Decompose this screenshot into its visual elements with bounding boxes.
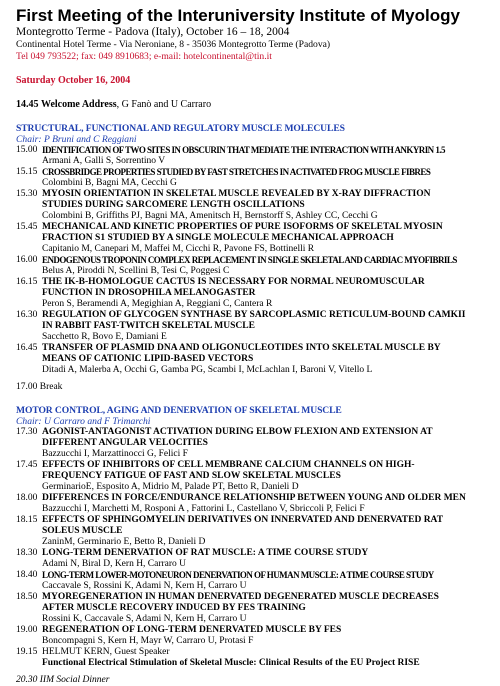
talk-entry	[16, 255, 496, 277]
talk-time: 18.50	[16, 592, 38, 602]
talk-entry	[16, 145, 496, 167]
session-chair: Chair: P Bruni and C Reggiani	[16, 134, 137, 145]
talk-time: 15.00	[16, 145, 38, 155]
talk-entry	[16, 515, 496, 548]
talk-entry	[16, 460, 496, 493]
talk-authors: Bazzucchi I, Marchetti M, Rosponi A , Fattorini L, Castellano V, Sbriccoli P, Felici F	[42, 504, 365, 514]
talk-entry	[16, 343, 496, 376]
talk-authors: Bazzucchi I, Marzattinocci G, Felici F	[42, 449, 188, 459]
contact-line: Tel 049 793522; fax: 049 8910683; e-mail: hotelcontinental@tin.it	[16, 51, 272, 62]
talk-title: CROSSBRIDGE PROPERTIES STUDIED BY FAST STRETCHES IN ACTIVATED FROG MUSCLE FIBRES	[42, 167, 431, 177]
welcome-label: Welcome Address	[41, 99, 117, 110]
talk-authors: Peron S, Beramendi A, Megighian A, Reggiani C, Cantera R	[42, 299, 273, 309]
talk-authors: Rossini K, Caccavale S, Adami N, Kern H, Carraro U	[42, 614, 247, 624]
talk-time: 19.00	[16, 625, 38, 635]
talk-authors: Armani A, Galli S, Sorrentino V	[42, 156, 166, 166]
day-heading: Saturday October 16, 2004	[16, 75, 131, 86]
talk-entry	[16, 167, 496, 189]
talk-title: AGONIST-ANTAGONIST ACTIVATION DURING ELBOW FLEXION AND EXTENSION AT DIFFERENT ANGULAR VELOCITIES	[42, 427, 433, 448]
welcome-entry	[16, 99, 496, 111]
sessions-container	[16, 123, 496, 686]
talk-authors: Colombini B, Griffiths PJ, Bagni MA, Amenitsch H, Bernstorff S, Ashley CC, Cecchi G	[42, 211, 378, 221]
talk-title: LONG-TERM LOWER-MOTONEURON DENERVATION OF HUMAN MUSCLE: A TIME COURSE STUDY	[42, 570, 434, 580]
talk-time: 15.30	[16, 189, 38, 199]
talk-title: MYOREGENERATION IN HUMAN DENERVATED DEGENERATED MUSCLE DECREASES AFTER MUSCLE RECOVERY INDUCED BY FES TRAINING	[42, 592, 439, 613]
talk-time: 18.40	[16, 570, 38, 580]
welcome-speakers: , G Fanò and U Carraro	[116, 99, 212, 110]
talk-title: MECHANICAL AND KINETIC PROPERTIES OF PURE ISOFORMS OF SKELETAL MYOSIN FRACTION S1 STUDIED BY A SINGLE MOLECULE MECHANICAL APPROACH	[42, 222, 443, 243]
talk-entry	[16, 427, 496, 460]
session-title: STRUCTURAL, FUNCTIONAL AND REGULATORY MUSCLE MOLECULES	[16, 123, 345, 134]
talk-title: DIFFERENCES IN FORCE/ENDURANCE RELATIONSHIP BETWEEN YOUNG AND OLDER MEN	[42, 493, 466, 503]
session-title: MOTOR CONTROL, AGING AND DENERVATION OF SKELETAL MUSCLE	[16, 405, 342, 416]
talk-authors: HELMUT KERN, Guest Speaker	[42, 647, 170, 657]
talk-title: REGULATION OF GLYCOGEN SYNTHASE BY SARCOPLASMIC RETICULUM-BOUND CAMKII IN RABBIT FAST-TWITCH SKELETAL MUSCLE	[42, 310, 466, 331]
talk-authors: Colombini B, Bagni MA, Cecchi G	[42, 178, 177, 188]
talk-title: TRANSFER OF PLASMID DNA AND OLIGONUCLEOTIDES INTO SKELETAL MUSCLE BY MEANS OF CATIONIC LIPID-BASED VECTORS	[42, 343, 441, 364]
venue-line: Montegrotto Terme - Padova (Italy), October 16 – 18, 2004	[16, 26, 290, 38]
talk-time: 15.45	[16, 222, 38, 232]
talk-title: REGENERATION OF LONG-TERM DENERVATED MUSCLE BY FES	[42, 625, 342, 635]
talk-authors: Ditadi A, Malerba A, Occhi G, Gamba PG, Scambi I, McLachlan I, Baroni V, Vitello L	[42, 365, 373, 375]
talk-title: EFFECTS OF INHIBITORS OF CELL MEMBRANE CALCIUM CHANNELS ON HIGH- FREQUENCY FATIGUE OF FAST AND SLOW SKELETAL MUSCLES	[42, 460, 415, 481]
talk-authors: Belus A, Piroddi N, Scellini B, Tesi C, Poggesi C	[42, 266, 230, 276]
talk-title: LONG-TERM DENERVATION OF RAT MUSCLE: A TIME COURSE STUDY	[42, 548, 369, 558]
talk-entry	[16, 625, 496, 647]
talk-authors: Boncompagni S, Kern H, Mayr W, Carraro U, Protasi F	[42, 636, 254, 646]
talk-authors: Caccavale S, Rossini K, Adami N, Kern H, Carraro U	[42, 581, 247, 591]
talk-time: 16.15	[16, 277, 38, 287]
social-dinner: 20.30 IIM Social Dinner	[16, 675, 110, 685]
welcome-time: 14.45	[16, 99, 39, 110]
talk-authors: Adami N, Biral D, Kern H, Carraro U	[42, 559, 187, 569]
talk-title: IDENTIFICATION OF TWO SITES IN OBSCURIN THAT MEDIATE THE INTERACTION WITH ANKYRIN 1.5	[42, 145, 445, 155]
session	[16, 123, 496, 393]
break-entry: 17.00 Break	[16, 382, 63, 392]
talk-entry	[16, 277, 496, 310]
program-page	[16, 6, 496, 686]
talk-time: 16.45	[16, 343, 38, 353]
talk-entry	[16, 647, 496, 669]
page-title: First Meeting of the Interuniversity Institute of Myology	[16, 6, 460, 25]
address-line: Continental Hotel Terme - Via Neroniane, 8 - 35036 Montegrotto Terme (Padova)	[16, 39, 331, 50]
talk-time: 16.00	[16, 255, 38, 265]
talk-entry	[16, 548, 496, 570]
talk-entry	[16, 310, 496, 343]
talk-entry	[16, 189, 496, 222]
talk-title: MYOSIN ORIENTATION IN SKELETAL MUSCLE REVEALED BY X-RAY DIFFRACTION STUDIES DURING SARCOMERE LENGTH OSCILLATIONS	[42, 189, 431, 210]
talk-authors: Capitanio M, Canepari M, Maffei M, Cicchi R, Pavone FS, Bottinelli R	[42, 244, 315, 254]
talk-title: EFFECTS OF SPHINGOMYELIN DERIVATIVES ON INNERVATED AND DENERVATED RAT SOLEUS MUSCLE	[42, 515, 444, 536]
talk-entry	[16, 592, 496, 625]
session	[16, 405, 496, 686]
talk-time: 18.00	[16, 493, 38, 503]
talk-time: 19.15	[16, 647, 38, 657]
talk-time: 16.30	[16, 310, 38, 320]
talk-authors: Sacchetto R, Bovo E, Damiani E	[42, 332, 167, 342]
talk-time: 17.45	[16, 460, 38, 470]
talk-title: THE IK-B-HOMOLOGUE CACTUS IS NECESSARY FOR NORMAL NEUROMUSCULAR FUNCTION IN DROSOPHILA MELANOGASTER	[42, 277, 425, 298]
talk-subtitle: Functional Electrical Stimulation of Skeletal Muscle: Clinical Results of the EU Project RISE	[42, 658, 420, 668]
talk-entry	[16, 493, 496, 515]
talk-time: 15.15	[16, 167, 38, 177]
session-chair: Chair: U Carraro and F Trimarchi	[16, 416, 151, 427]
talk-time: 17.30	[16, 427, 38, 437]
talk-entry	[16, 570, 496, 592]
talk-title: ENDOGENOUS TROPONIN COMPLEX REPLACEMENT IN SINGLE SKELETAL AND CARDIAC MYOFIBRILS	[42, 255, 457, 265]
talk-time: 18.30	[16, 548, 38, 558]
talk-entry	[16, 222, 496, 255]
talk-time: 18.15	[16, 515, 38, 525]
talk-authors: ZaninM, Germinario E, Betto R, Danieli D	[42, 537, 206, 547]
talk-authors: GerminarioE, Esposito A, Midrio M, Palade PT, Betto R, Danieli D	[42, 482, 299, 492]
